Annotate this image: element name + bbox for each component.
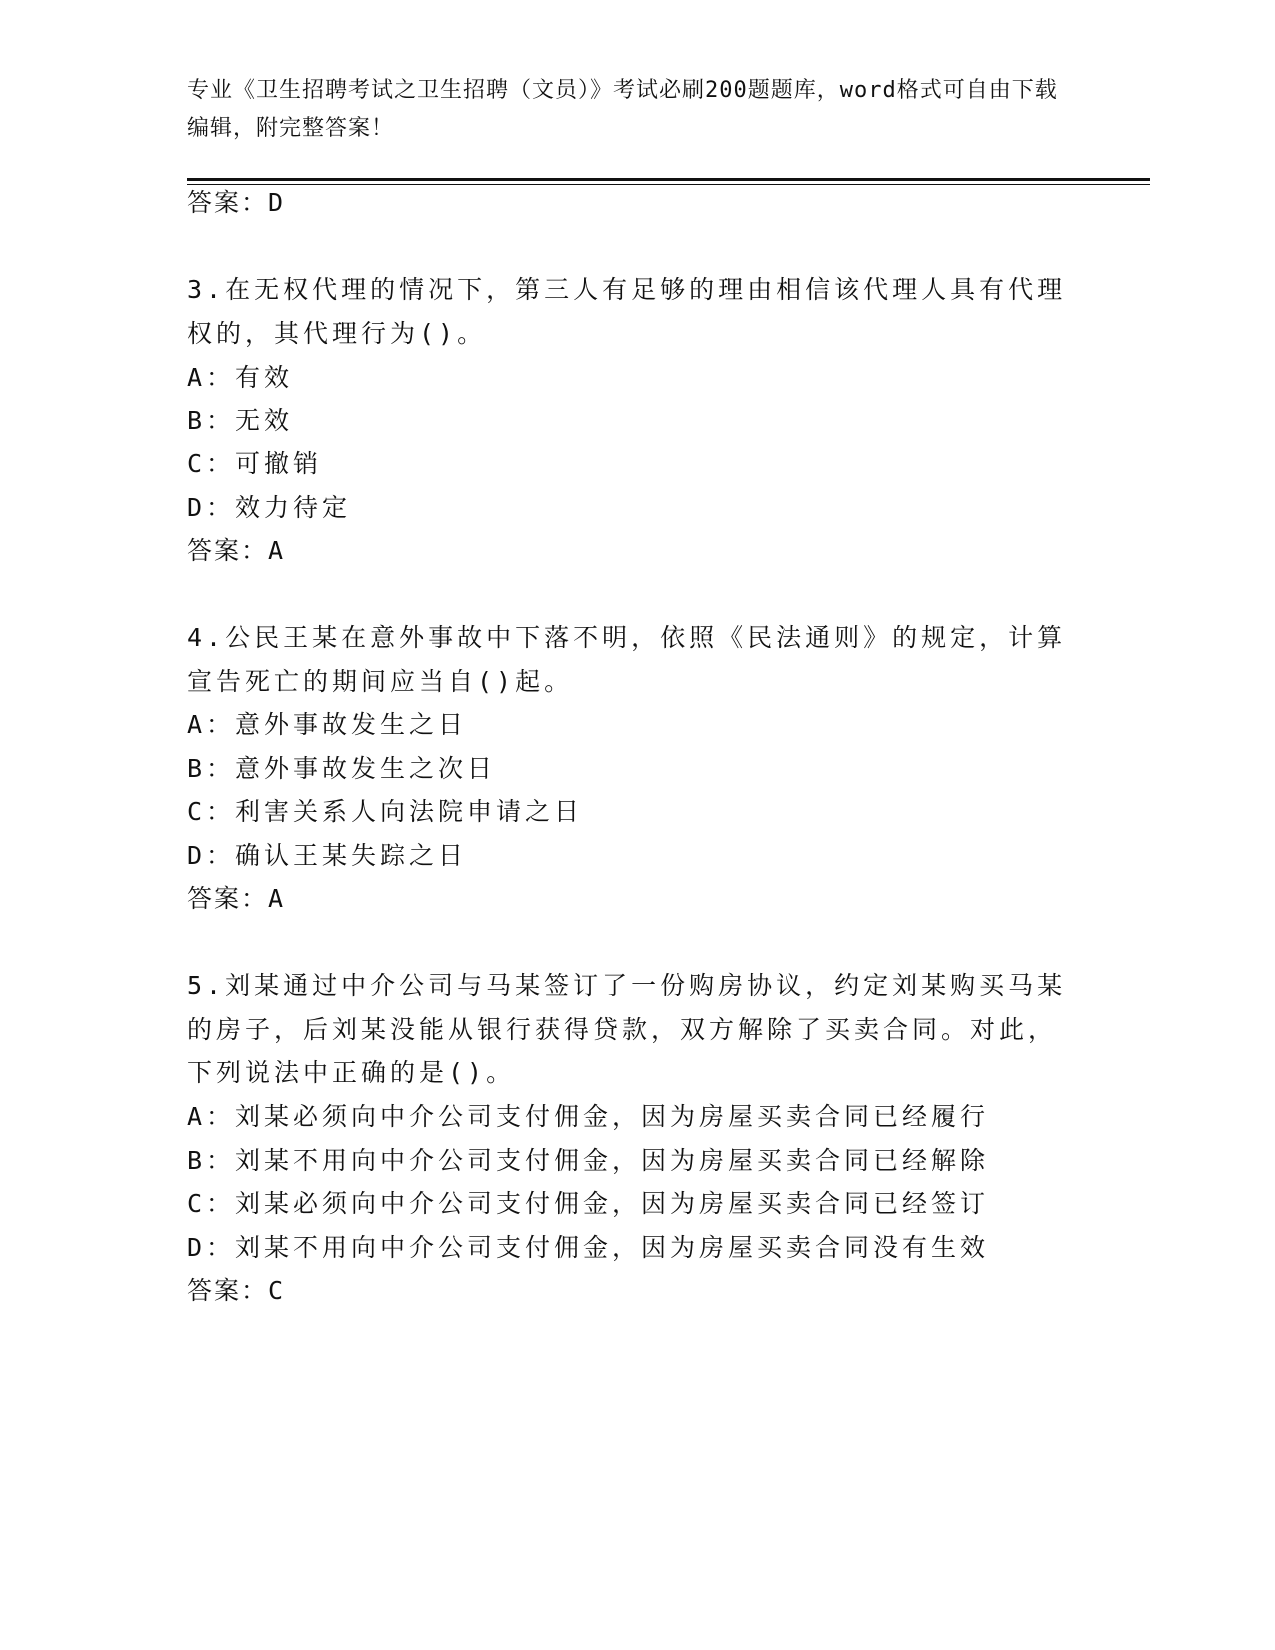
q5-stem-line-3: 下列说法中正确的是()。 bbox=[187, 1058, 516, 1087]
prev-answer: 答案：D bbox=[187, 188, 286, 217]
q5-stem-line-1: 5.刘某通过中介公司与马某签订了一份购房协议，约定刘某购买马某 bbox=[187, 971, 1067, 1000]
header-rule-thin bbox=[187, 184, 1150, 185]
q5-stem-line-2: 的房子，后刘某没能从银行获得贷款，双方解除了买卖合同。对此， bbox=[187, 1015, 1058, 1044]
q4-option-d: D：确认王某失踪之日 bbox=[187, 841, 468, 870]
q5-option-d: D：刘某不用向中介公司支付佣金，因为房屋买卖合同没有生效 bbox=[187, 1233, 990, 1262]
q3-option-a: A：有效 bbox=[187, 363, 294, 392]
q3-option-c: C：可撤销 bbox=[187, 449, 323, 478]
document-header: 专业《卫生招聘考试之卫生招聘（文员）》考试必刷200题题库，word格式可自由下载编辑，附完整答案！ bbox=[187, 78, 1058, 141]
q3-option-d: D：效力待定 bbox=[187, 493, 352, 522]
q4-stem-line-2: 宣告死亡的期间应当自()起。 bbox=[187, 667, 574, 696]
q4-answer: 答案：A bbox=[187, 884, 286, 913]
q5-option-c: C：刘某必须向中介公司支付佣金，因为房屋买卖合同已经签订 bbox=[187, 1189, 990, 1218]
q3-stem-line-2: 权的，其代理行为()。 bbox=[187, 319, 487, 348]
q5-option-b: B：刘某不用向中介公司支付佣金，因为房屋买卖合同已经解除 bbox=[187, 1146, 990, 1175]
q3-stem-line-1: 3.在无权代理的情况下，第三人有足够的理由相信该代理人具有代理 bbox=[187, 275, 1067, 304]
q4-option-a: A：意外事故发生之日 bbox=[187, 710, 468, 739]
q3-option-b: B：无效 bbox=[187, 406, 294, 435]
q3-answer: 答案：A bbox=[187, 536, 286, 565]
header-rule-thick bbox=[187, 178, 1150, 181]
q5-answer: 答案：C bbox=[187, 1276, 286, 1305]
q4-option-c: C：利害关系人向法院申请之日 bbox=[187, 797, 584, 826]
q4-stem-line-1: 4.公民王某在意外事故中下落不明，依照《民法通则》的规定，计算 bbox=[187, 623, 1067, 652]
q4-option-b: B：意外事故发生之次日 bbox=[187, 754, 497, 783]
q5-option-a: A：刘某必须向中介公司支付佣金，因为房屋买卖合同已经履行 bbox=[187, 1102, 990, 1131]
